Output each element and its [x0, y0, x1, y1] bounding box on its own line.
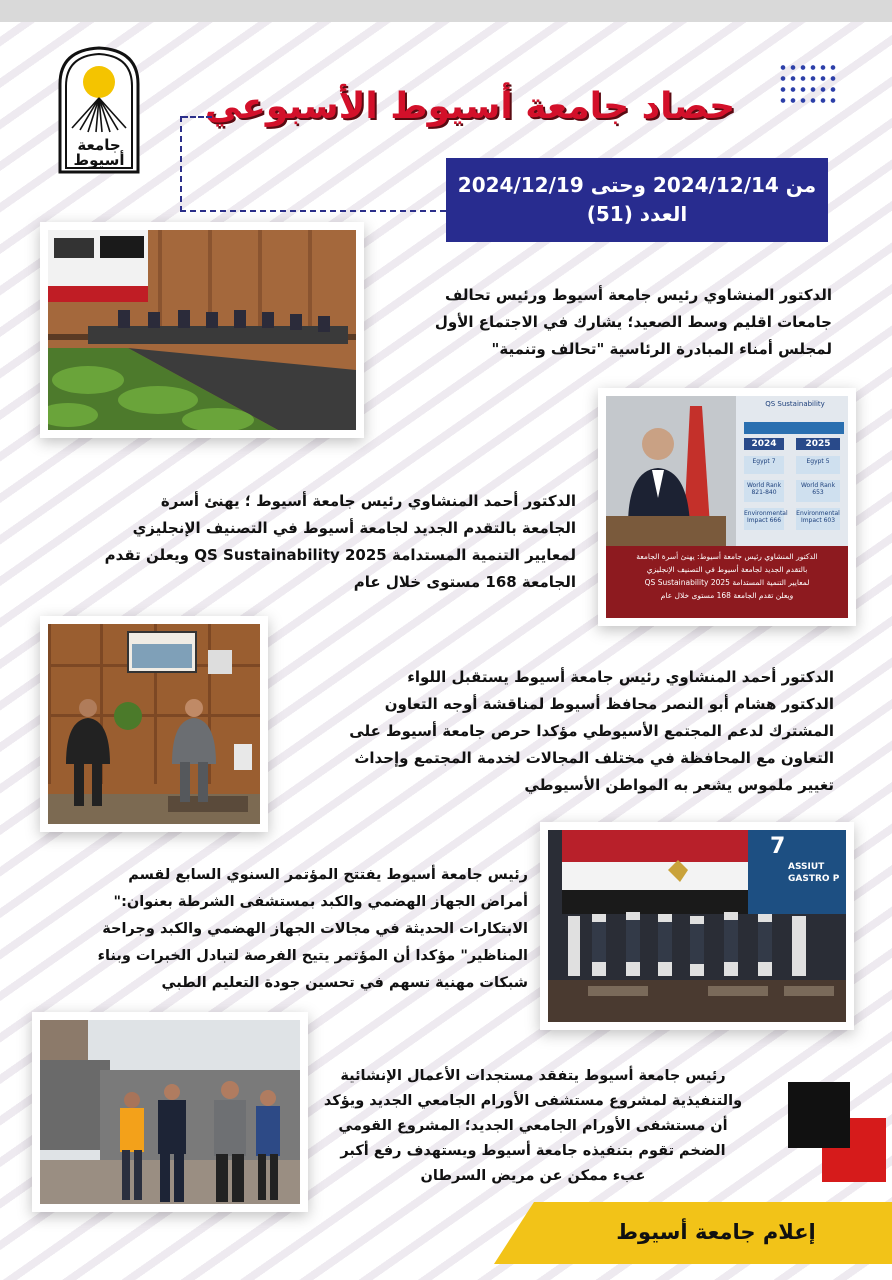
caption-line: الضخم تقوم بتنفيذه جامعة أسيوط ويستهدف رفع أكبر	[340, 1143, 726, 1159]
dashed-connector	[182, 116, 212, 118]
caption-line: الابتكارات الحديثة في مجالات الجهاز الهضمي والكبد وجراحة	[102, 921, 528, 937]
qs-year-2024: 2024	[751, 439, 777, 449]
qs-world-2024: World Rank 821-840	[746, 482, 782, 496]
news-caption-3	[282, 664, 834, 799]
dashed-connector	[180, 116, 182, 212]
caption-line: المشترك لدعم المجتمع الأسيوطي مؤكدا حرص جامعة أسيوط على	[349, 722, 834, 740]
banner-number: 7	[770, 834, 786, 859]
caption-line: والتنفيذية لمشروع مستشفى الأورام الجامعي الجديد ويؤكد	[323, 1093, 743, 1109]
news-photo-2	[598, 388, 856, 626]
caption-line: تغيير ملموس يشعر به المواطن الأسيوطي	[524, 776, 834, 794]
overlay-line: بالتقدم الجديد لجامعة أسيوط في التصنيف الإنجليزي	[646, 565, 808, 574]
caption-line: جامعات اقليم وسط الصعيد؛ يشارك في الاجتماع الأول	[434, 313, 832, 331]
caption-line: التعاون مع المحافظة في مختلف المجالات لخدمة المجتمع وإحداث	[354, 749, 834, 767]
date-range-box	[446, 158, 828, 242]
news-photo-5	[32, 1012, 308, 1212]
news-photo-3	[40, 616, 268, 832]
news-photo-4	[540, 822, 854, 1030]
qs-world-2025: World Rank 653	[800, 482, 836, 496]
bulletin-title: حصاد جامعة أسيوط الأسبوعي	[204, 86, 736, 127]
qs-env-2024: Environmental Impact 666	[744, 510, 788, 524]
qs-egypt-2024: Egypt 7	[752, 458, 776, 465]
caption-line: عبء ممكن عن مريض السرطان	[420, 1168, 646, 1184]
qs-year-2025: 2025	[805, 439, 831, 449]
dashed-connector	[180, 210, 446, 212]
caption-line: لمعايير التنمية المستدامة QS Sustainability 2025 ويعلن تقدم	[104, 546, 576, 564]
qs-egypt-2025: Egypt 5	[806, 458, 830, 465]
caption-line: الدكتور هشام أبو النصر محافظ أسيوط لمناقشة أوجه التعاون	[384, 695, 834, 713]
news-caption-4	[62, 862, 528, 997]
caption-line: الدكتور أحمد المنشاوي رئيس جامعة أسيوط ؛ يهنئ أسرة	[160, 492, 576, 510]
caption-line: الدكتور المنشاوي رئيس جامعة أسيوط ورئيس تحالف	[445, 286, 832, 304]
black-square-decoration	[788, 1082, 850, 1148]
university-logo	[52, 44, 146, 176]
news-caption-5	[300, 1064, 766, 1189]
banner-text-1: ASSIUT	[788, 862, 825, 872]
overlay-line: الدكتور المنشاوي رئيس جامعة أسيوط: يهنئ أسرة الجامعة	[636, 552, 818, 561]
news-caption-1	[392, 282, 832, 363]
date-range-text: من 2024/12/14 وحتى 2024/12/19	[457, 173, 817, 197]
photo-overlay-caption	[610, 550, 844, 602]
caption-line: الدكتور أحمد المنشاوي رئيس جامعة أسيوط يستقبل اللواء	[407, 668, 834, 686]
banner-text-2: GASTRO P	[788, 874, 840, 884]
caption-line: لمجلس أمناء المبادرة الرئاسية "تحالف وتنمية"	[491, 340, 832, 358]
caption-line: الجامعة 168 مستوى خلال عام	[353, 573, 576, 591]
svg-text:جامعة: جامعة	[77, 136, 121, 154]
qs-chart-label: QS Sustainability	[765, 400, 825, 408]
caption-line: رئيس جامعة أسيوط يفتتح المؤتمر السنوي السابع لقسم	[128, 867, 528, 883]
caption-line: الجامعة بالتقدم الجديد لجامعة أسيوط في التصنيف الإنجليزي	[132, 519, 576, 537]
caption-line: أن مستشفى الأورام الجامعي الجديد؛ المشروع القومي	[338, 1118, 728, 1134]
caption-line: المناظير" مؤكدا أن المؤتمر يتيح الفرصة لتبادل الخبرات وبناء	[97, 948, 528, 964]
svg-text:أسيوط: أسيوط	[73, 151, 125, 169]
caption-line: أمراض الجهاز الهضمي والكبد بمستشفى الشرطة بعنوان:"	[113, 894, 528, 910]
qs-env-2025: Environmental Impact 603	[796, 510, 840, 524]
news-photo-1	[40, 222, 364, 438]
dot-pattern-decoration	[778, 62, 838, 106]
overlay-line: لمعايير التنمية المستدامة QS Sustainability 2025	[644, 578, 810, 587]
caption-line: رئيس جامعة أسيوط يتفقد مستجدات الأعمال الإنشائية	[340, 1068, 726, 1084]
footer-label: إعلام جامعة أسيوط	[616, 1220, 816, 1244]
caption-line: شبكات مهنية تسهم في تحسين جودة التعليم الطبي	[161, 975, 528, 991]
overlay-line: ويعلن تقدم الجامعة 168 مستوى خلال عام	[660, 591, 794, 600]
news-caption-2	[80, 488, 576, 596]
issue-number: العدد (51)	[586, 202, 688, 226]
